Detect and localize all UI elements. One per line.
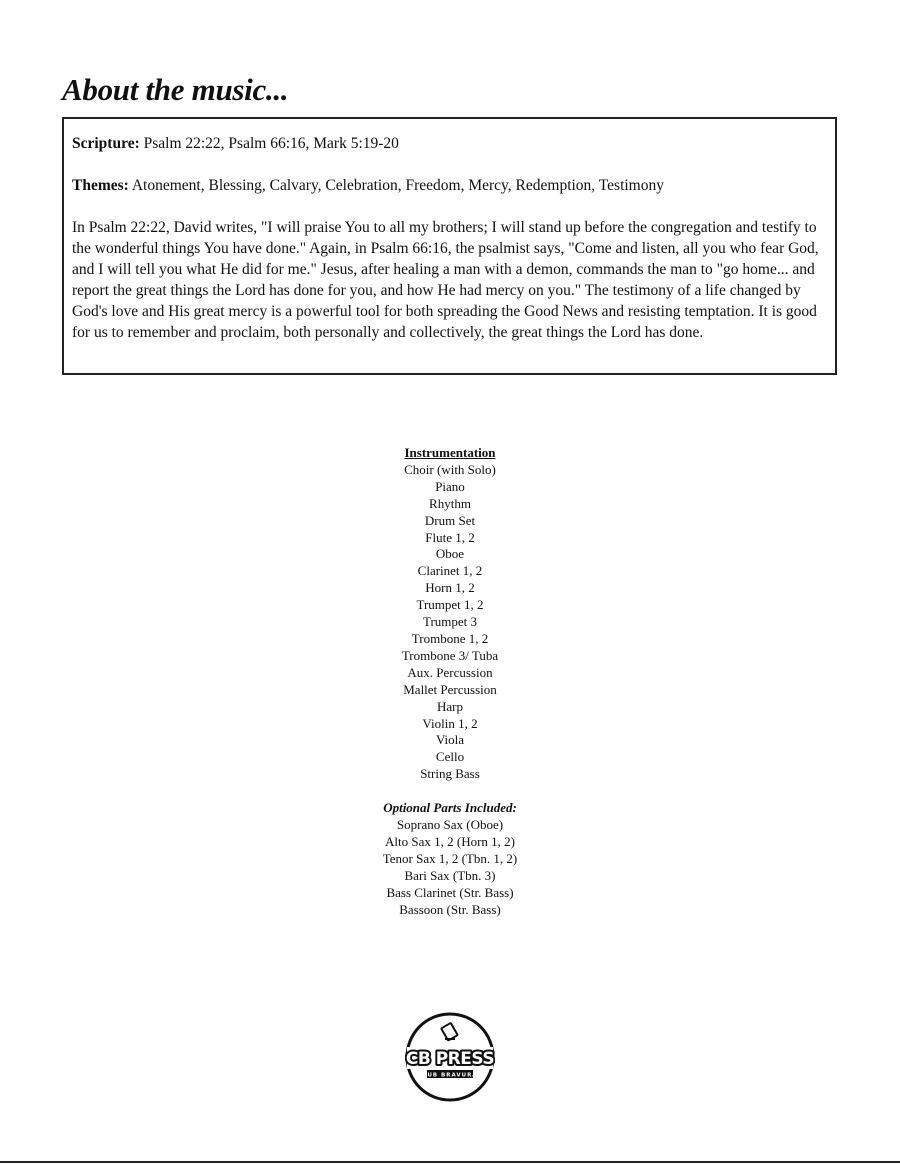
list-item: Viola: [435, 732, 465, 748]
list-item: Horn 1, 2: [425, 580, 475, 596]
logo-text: CB PRESS: [405, 1049, 495, 1069]
list-item: Soprano Sax (Oboe): [396, 817, 504, 833]
list-item: Bassoon (Str. Bass): [399, 901, 501, 917]
optional-parts-list: [300, 817, 600, 918]
instrumentation-list: [300, 462, 600, 783]
logo-subtext: CUB BRAVURA: [422, 1072, 478, 1079]
themes-label: Themes:: [72, 177, 129, 194]
instrumentation-title: Instrumentation: [404, 445, 496, 460]
themes-value: Atonement, Blessing, Calvary, Celebration, Freedom, Mercy, Redemption, Testimony: [131, 177, 664, 194]
list-item: Choir (with Solo): [404, 461, 496, 477]
list-item: Bass Clarinet (Str. Bass): [386, 884, 514, 900]
list-item: Drum Set: [424, 512, 476, 528]
list-item: Oboe: [435, 546, 465, 562]
list-item: Aux. Percussion: [407, 664, 493, 680]
list-item: Trombone 3/ Tuba: [401, 647, 499, 663]
list-item: Bari Sax (Tbn. 3): [404, 867, 496, 883]
list-item: Piano: [435, 478, 465, 494]
description-paragraph: In Psalm 22:22, David writes, "I will praise You to all my brothers; I will stand up before the congregation and testify to the wonderful things You have done." Again, in Psalm 66:16, the psalmist says, "Come and listen, all you who fear God, and I will tell you what He did for me." Jesus, after healing a man with a demon, commands the man to "go home... and report the great things the Lord has done for you, and how He had mercy on you." The testimony of a life changed by God's love and His great mercy is a powerful tool for both spreading the Good News and resisting temptation. It is good for us to remember and proclaim, both personally and collectively, the great things the Lord has done.: [72, 219, 819, 341]
list-item: Cello: [435, 749, 465, 765]
optional-parts-title: Optional Parts Included:: [383, 800, 517, 816]
list-item: Rhythm: [429, 495, 471, 511]
about-info-box: [62, 117, 837, 375]
list-item: Flute 1, 2: [425, 529, 475, 545]
list-item: Clarinet 1, 2: [417, 563, 483, 579]
list-item: Mallet Percussion: [403, 681, 497, 697]
scripture-line: [72, 133, 823, 154]
scripture-label: Scripture:: [72, 135, 140, 152]
list-item: Alto Sax 1, 2 (Horn 1, 2): [385, 833, 515, 849]
page-bottom-edge: [0, 1161, 900, 1163]
list-item: Violin 1, 2: [422, 715, 478, 731]
list-item: Trombone 1, 2: [411, 630, 489, 646]
instrumentation-section: [300, 445, 600, 918]
list-item: String Bass: [420, 766, 480, 782]
themes-line: [72, 175, 823, 196]
cb-press-logo: [405, 1012, 495, 1102]
list-item: Harp: [437, 698, 463, 714]
list-item: Tenor Sax 1, 2 (Tbn. 1, 2): [382, 850, 518, 866]
list-item: Trumpet 3: [422, 614, 478, 630]
list-item: Trumpet 1, 2: [416, 597, 484, 613]
scripture-value: Psalm 22:22, Psalm 66:16, Mark 5:19-20: [143, 135, 399, 152]
page-title: About the music...: [62, 72, 289, 107]
